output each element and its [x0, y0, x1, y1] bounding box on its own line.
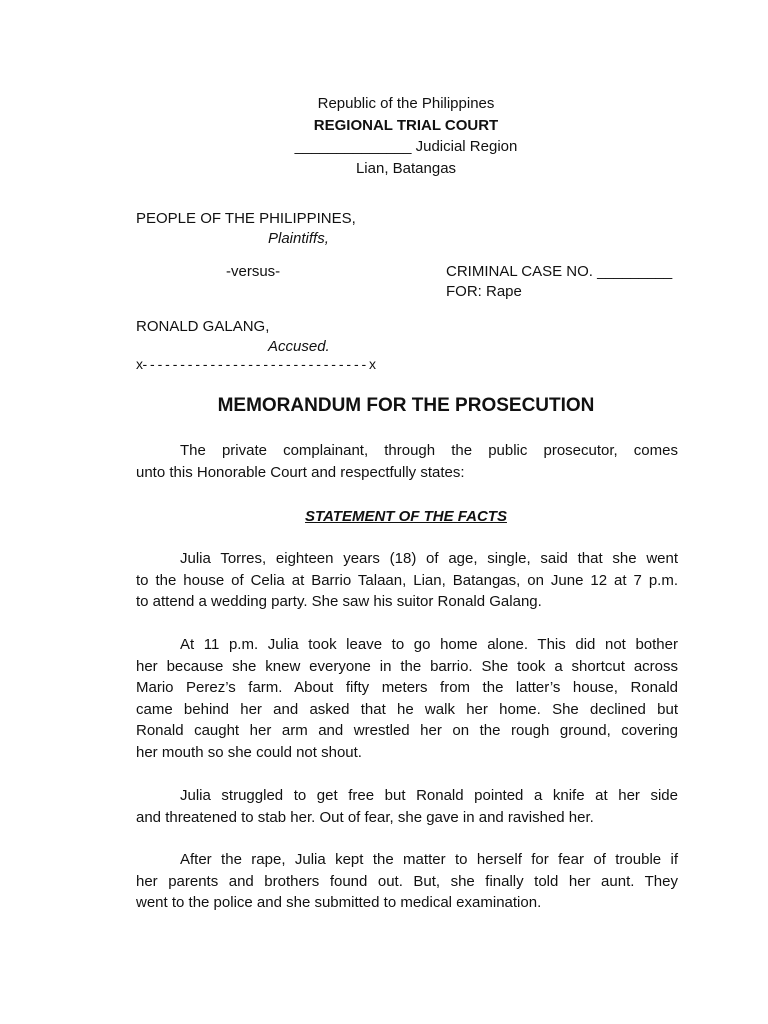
paragraph-line	[136, 871, 678, 893]
document-title: MEMORANDUM FOR THE PROSECUTION	[217, 395, 595, 416]
facts-paragraph	[136, 849, 678, 914]
plaintiff-name: PEOPLE OF THE PHILIPPINES,	[136, 210, 356, 227]
facts-heading: STATEMENT OF THE FACTS	[305, 508, 507, 525]
case-number: CRIMINAL CASE NO. _________	[446, 263, 673, 280]
facts-paragraph	[136, 548, 678, 613]
paragraph-line	[136, 699, 678, 721]
paragraph-line	[136, 720, 678, 742]
paragraph-line	[136, 634, 678, 656]
paragraph-line	[136, 656, 678, 678]
plaintiff-role: Plaintiffs,	[268, 230, 329, 247]
paragraph-line	[136, 440, 678, 462]
paragraph-line	[136, 591, 678, 613]
line-text: went to the police and she submitted to medical examination.	[136, 894, 542, 911]
paragraph-line	[136, 548, 678, 570]
facts-paragraph	[136, 634, 678, 763]
paragraph-line	[136, 462, 678, 484]
accused-role: Accused.	[268, 338, 330, 355]
line-text: After the rape, Julia kept the matter to herself for fear of trouble if	[180, 851, 678, 868]
republic-line: Republic of the Philippines	[317, 95, 495, 112]
caption-separator: x- - - - - - - - - - - - - - - - - - - - - - - - - - - - - - x	[136, 356, 376, 372]
line-text: and threatened to stab her. Out of fear, she gave in and ravished her.	[136, 808, 594, 826]
line-text: to attend a wedding party. She saw his suitor Ronald Galang.	[136, 593, 542, 610]
line-text: her because she knew everyone in the barrio. She took a shortcut across	[136, 657, 678, 675]
paragraph-line	[136, 807, 678, 829]
line-text: The private complainant, through the public prosecutor, comes	[180, 442, 678, 459]
line-text: her parents and brothers found out. But, she finally told her aunt. They	[136, 872, 678, 890]
court-location: Lian, Batangas	[355, 160, 457, 177]
judicial-region: ______________ Judicial Region	[294, 138, 518, 155]
paragraph-line	[136, 849, 678, 871]
facts-paragraph	[136, 785, 678, 828]
paragraph-line	[136, 742, 678, 764]
versus-label: -versus-	[226, 263, 281, 280]
paragraph-line	[136, 785, 678, 807]
line-text: her mouth so she could not shout.	[136, 743, 362, 761]
line-text: Julia Torres, eighteen years (18) of age, single, said that she went	[180, 550, 678, 567]
paragraph-line	[136, 570, 678, 592]
line-text: Mario Perez’s farm. About fifty meters from the latter’s house, Ronald	[136, 679, 678, 696]
court-name: REGIONAL TRIAL COURT	[313, 117, 499, 134]
line-text: Julia struggled to get free but Ronald pointed a knife at her side	[180, 787, 678, 804]
line-text: came behind her and asked that he walk her home. She declined but	[136, 700, 678, 718]
paragraph-line	[136, 677, 678, 699]
paragraph-line	[136, 892, 678, 914]
line-text: Ronald caught her arm and wrestled her on the rough ground, covering	[136, 722, 678, 739]
line-text: unto this Honorable Court and respectfully states:	[136, 463, 465, 481]
accused-name: RONALD GALANG,	[136, 318, 270, 335]
line-text: At 11 p.m. Julia took leave to go home alone. This did not bother	[180, 636, 678, 653]
case-offense: FOR: Rape	[446, 283, 522, 300]
intro-paragraph	[136, 440, 678, 483]
line-text: to the house of Celia at Barrio Talaan, Lian, Batangas, on June 12 at 7 p.m.	[136, 571, 678, 589]
